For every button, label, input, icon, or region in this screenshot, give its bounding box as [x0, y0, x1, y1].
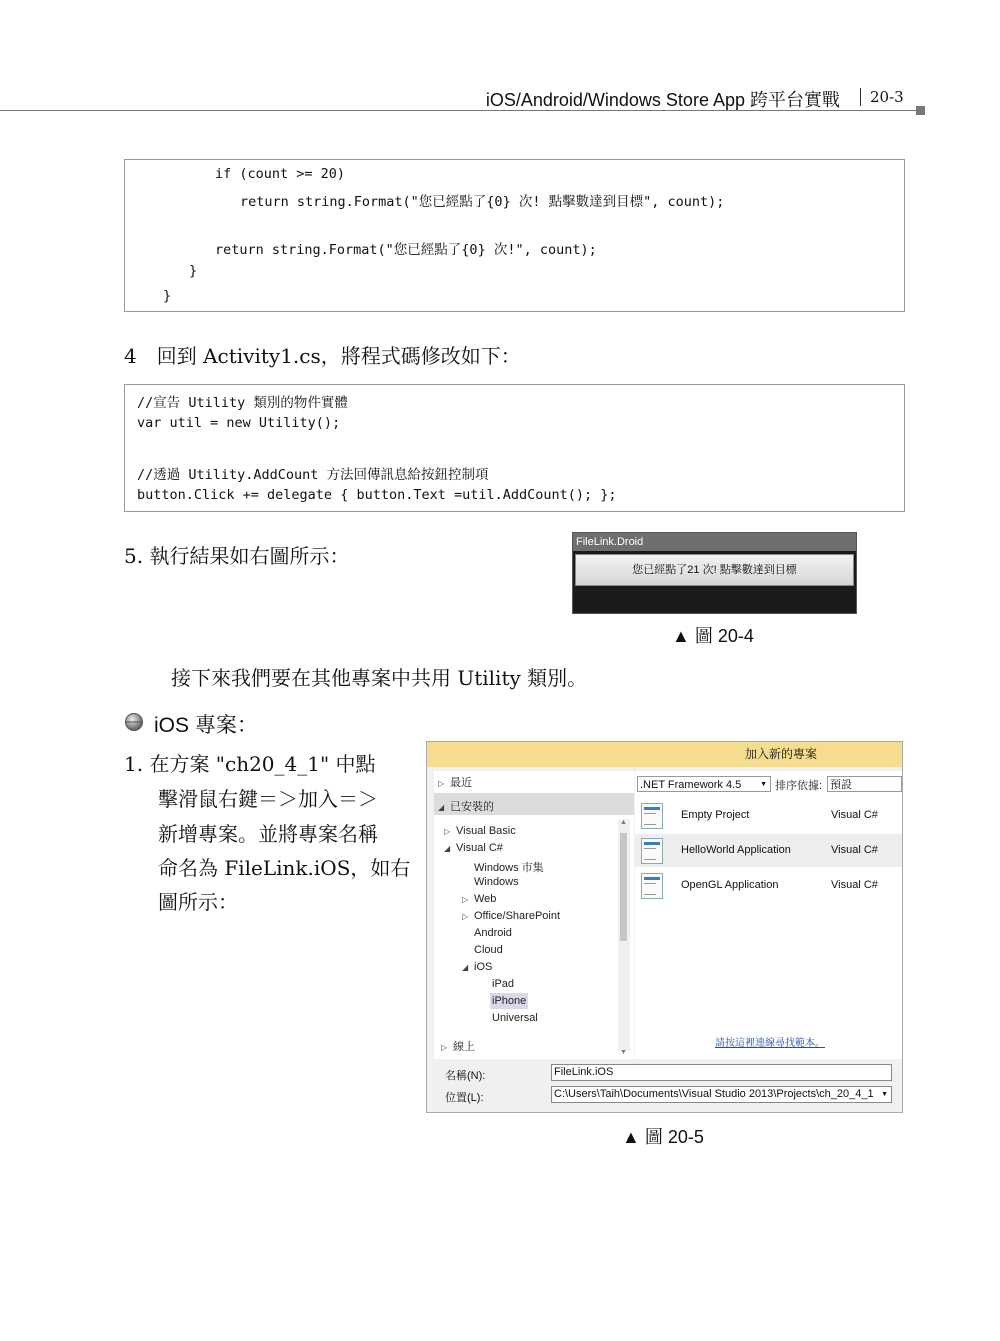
droid-app-screenshot [572, 532, 857, 614]
step-1-line: 命名為 FileLink.iOS，如右 [158, 856, 411, 880]
online-templates-link[interactable]: 請按這裡連線尋找範本。 [715, 1038, 825, 1049]
step-5-text: 5. 執行結果如右圖所示： [124, 544, 350, 568]
tree-item-visual-csharp[interactable]: ◢ Visual C# [444, 842, 503, 854]
step-1-line: 圖所示： [158, 890, 238, 914]
step-1-line: 擊滑鼠右鍵＝＞加入＝＞ [158, 787, 378, 811]
tree-item-office-sharepoint[interactable]: ▷ Office/SharePoint [462, 910, 561, 922]
tree-item-ipad[interactable]: iPad [492, 978, 515, 990]
code-line: var util = new Utility(); [137, 415, 341, 431]
sort-label: 排序依據: [775, 780, 823, 792]
scroll-up-icon[interactable]: ▲ [620, 819, 627, 826]
template-language: Visual C# [831, 879, 878, 891]
figure-caption-20-4: ▲ 圖 20-4 [672, 626, 754, 646]
code-line: if (count >= 20) [215, 166, 346, 182]
project-location-select[interactable]: C:\Users\Taih\Documents\Visual Studio 2013\Projects\ch_20_4_1 ▼ [551, 1086, 892, 1103]
template-row-opengl[interactable] [635, 869, 902, 902]
template-tree-pane [434, 771, 634, 1059]
tree-item-windows[interactable]: Windows [474, 876, 519, 888]
header-separator [860, 88, 861, 106]
project-name-input[interactable]: FileLink.iOS [551, 1064, 892, 1081]
name-label: 名稱(N): [445, 1070, 486, 1082]
code-line: return string.Format("您已經點了{0} 次! 點擊數達到目標", count); [240, 194, 725, 210]
figure-caption-20-5: ▲ 圖 20-5 [622, 1127, 704, 1147]
csharp-project-icon [641, 838, 663, 864]
dropdown-arrow-icon: ▼ [881, 1087, 888, 1102]
expand-triangle-icon: ▷ [441, 1043, 448, 1052]
tree-item-installed[interactable]: ◢ 已安裝的 [438, 801, 494, 813]
code-line: button.Click += delegate { button.Text =util.AddCount(); }; [137, 487, 617, 503]
code-line: return string.Format("您已經點了{0} 次!", count); [215, 242, 597, 258]
template-language: Visual C# [831, 844, 878, 856]
template-name: Empty Project [681, 809, 750, 821]
page-number: 20-3 [870, 88, 904, 106]
header-marker [916, 106, 925, 115]
code-line: //透過 Utility.AddCount 方法回傳訊息給按鈕控制項 [137, 467, 489, 483]
code-line: //宣告 Utility 類別的物件實體 [137, 395, 348, 411]
tree-item-visual-basic[interactable]: ▷ Visual Basic [444, 825, 516, 837]
collapse-triangle-icon: ◢ [438, 803, 445, 812]
expand-triangle-icon: ▷ [444, 827, 451, 836]
tree-item-cloud[interactable]: Cloud [474, 944, 503, 956]
code-line: } [163, 288, 172, 304]
dialog-title-bar [427, 742, 902, 767]
step-4-text: 4 回到 Activity1.cs，將程式碼修改如下： [124, 344, 521, 368]
step-1-line: 1. 在方案 "ch20_4_1" 中點 [124, 752, 376, 776]
location-label: 位置(L): [445, 1092, 484, 1104]
expand-triangle-icon: ▷ [462, 912, 469, 921]
tree-item-iphone[interactable]: iPhone [492, 995, 527, 1007]
header-rule [0, 110, 918, 111]
tree-item-windows-store[interactable]: Windows 市集 [474, 862, 544, 874]
droid-click-button[interactable]: 您已經點了21 次! 點擊數達到目標 [575, 554, 854, 586]
scroll-down-icon[interactable]: ▼ [620, 1049, 627, 1056]
template-name: HelloWorld Application [681, 844, 791, 856]
tree-item-ios[interactable]: ◢ iOS [462, 961, 493, 973]
expand-triangle-icon: ▷ [462, 895, 469, 904]
tree-item-online[interactable]: ▷ 線上 [441, 1041, 475, 1053]
tree-item-android[interactable]: Android [474, 927, 512, 939]
template-list-pane [635, 771, 902, 1059]
ios-project-heading: iOS 專案： [154, 714, 258, 737]
bullet-icon [124, 712, 144, 732]
collapse-triangle-icon: ◢ [444, 844, 451, 853]
expand-triangle-icon: ▷ [438, 779, 445, 788]
tree-item-universal[interactable]: Universal [492, 1012, 538, 1024]
code-line: } [189, 263, 198, 279]
dialog-title: 加入新的專案 [745, 747, 818, 761]
dropdown-arrow-icon: ▼ [760, 781, 767, 788]
add-new-project-dialog [426, 741, 903, 1113]
template-row-helloworld[interactable] [635, 834, 902, 867]
share-utility-text: 接下來我們要在其他專案中共用 Utility 類別。 [171, 666, 588, 690]
framework-select[interactable]: .NET Framework 4.5 ▼ [637, 776, 771, 792]
tree-item-web[interactable]: ▷ Web [462, 893, 497, 905]
running-header-title: iOS/Android/Windows Store App 跨平台實戰 [485, 90, 840, 110]
tree-scrollbar-thumb[interactable] [620, 833, 627, 941]
template-language: Visual C# [831, 809, 878, 821]
csharp-project-icon [641, 873, 663, 899]
tree-item-recent[interactable]: ▷ 最近 [438, 777, 472, 789]
template-name: OpenGL Application [681, 879, 779, 891]
collapse-triangle-icon: ◢ [462, 963, 469, 972]
droid-title-bar: FileLink.Droid [573, 533, 856, 551]
code-block-2 [124, 384, 905, 512]
csharp-project-icon [641, 803, 663, 829]
code-block-1 [124, 159, 905, 312]
template-row-empty-project[interactable] [635, 799, 902, 832]
sort-select[interactable]: 預設 [827, 776, 902, 792]
step-1-line: 新增專案。並將專案名稱 [158, 822, 378, 846]
